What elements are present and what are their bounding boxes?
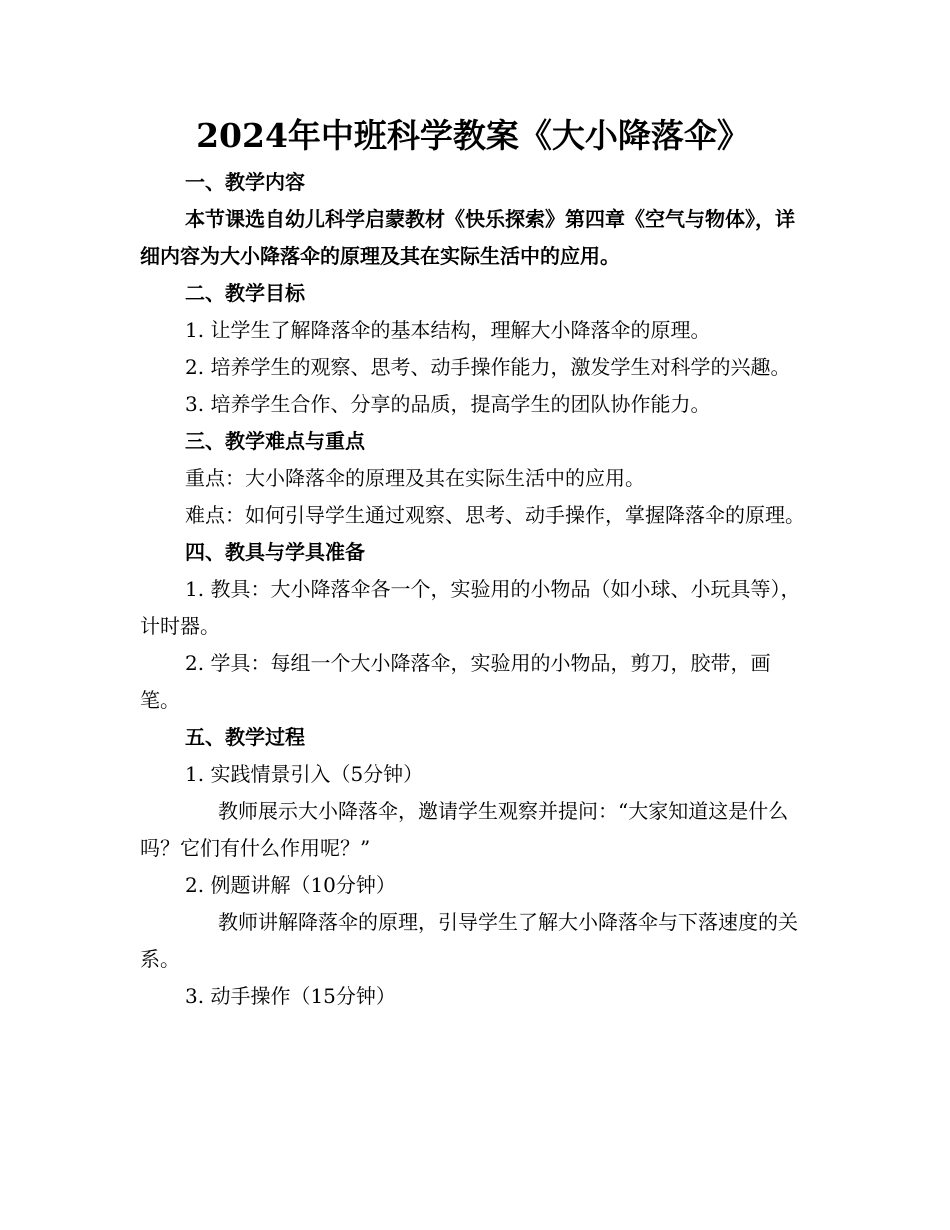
process-step-3: 3. 动手操作（15分钟） bbox=[185, 984, 396, 1008]
section-heading-objectives: 二、教学目标 bbox=[185, 281, 305, 305]
materials-item-2: 2. 学具：每组一个大小降落伞，实验用的小物品，剪刀，胶带，画笔。 bbox=[140, 651, 771, 712]
objective-item-1: 1. 让学生了解降落伞的基本结构，理解大小降落伞的原理。 bbox=[185, 318, 711, 342]
process-step-1-body: 教师展示大小降落伞，邀请学生观察并提问：“大家知道这是什么吗？它们有什么作用呢？” bbox=[140, 799, 789, 860]
section-heading-key-points: 三、教学难点与重点 bbox=[185, 429, 365, 453]
key-point-text: 重点：大小降落伞的原理及其在实际生活中的应用。 bbox=[185, 466, 645, 490]
section-heading-materials: 四、教具与学具准备 bbox=[185, 540, 365, 564]
process-step-2-body: 教师讲解降落伞的原理，引导学生了解大小降落伞与下落速度的关系。 bbox=[140, 910, 798, 971]
materials-item-1: 1. 教具：大小降落伞各一个，实验用的小物品（如小球、小玩具等），计时器。 bbox=[140, 577, 801, 638]
section-heading-content: 一、教学内容 bbox=[185, 170, 305, 194]
content-paragraph: 本节课选自幼儿科学启蒙教材《快乐探索》第四章《空气与物体》，详细内容为大小降落伞的原理及其在实际生活中的应用。 bbox=[140, 207, 795, 268]
section-heading-process: 五、教学过程 bbox=[185, 725, 305, 749]
difficult-point-text: 难点：如何引导学生通过观察、思考、动手操作，掌握降落伞的原理。 bbox=[185, 503, 805, 527]
objective-item-3: 3. 培养学生合作、分享的品质，提高学生的团队协作能力。 bbox=[185, 392, 711, 416]
document-title: 2024年中班科学教案《大小降落伞》 bbox=[196, 116, 750, 155]
process-step-1: 1. 实践情景引入（5分钟） bbox=[185, 762, 424, 786]
objective-item-2: 2. 培养学生的观察、思考、动手操作能力，激发学生对科学的兴趣。 bbox=[185, 355, 791, 379]
process-step-2: 2. 例题讲解（10分钟） bbox=[185, 873, 396, 897]
title-wrap bbox=[136, 112, 810, 160]
